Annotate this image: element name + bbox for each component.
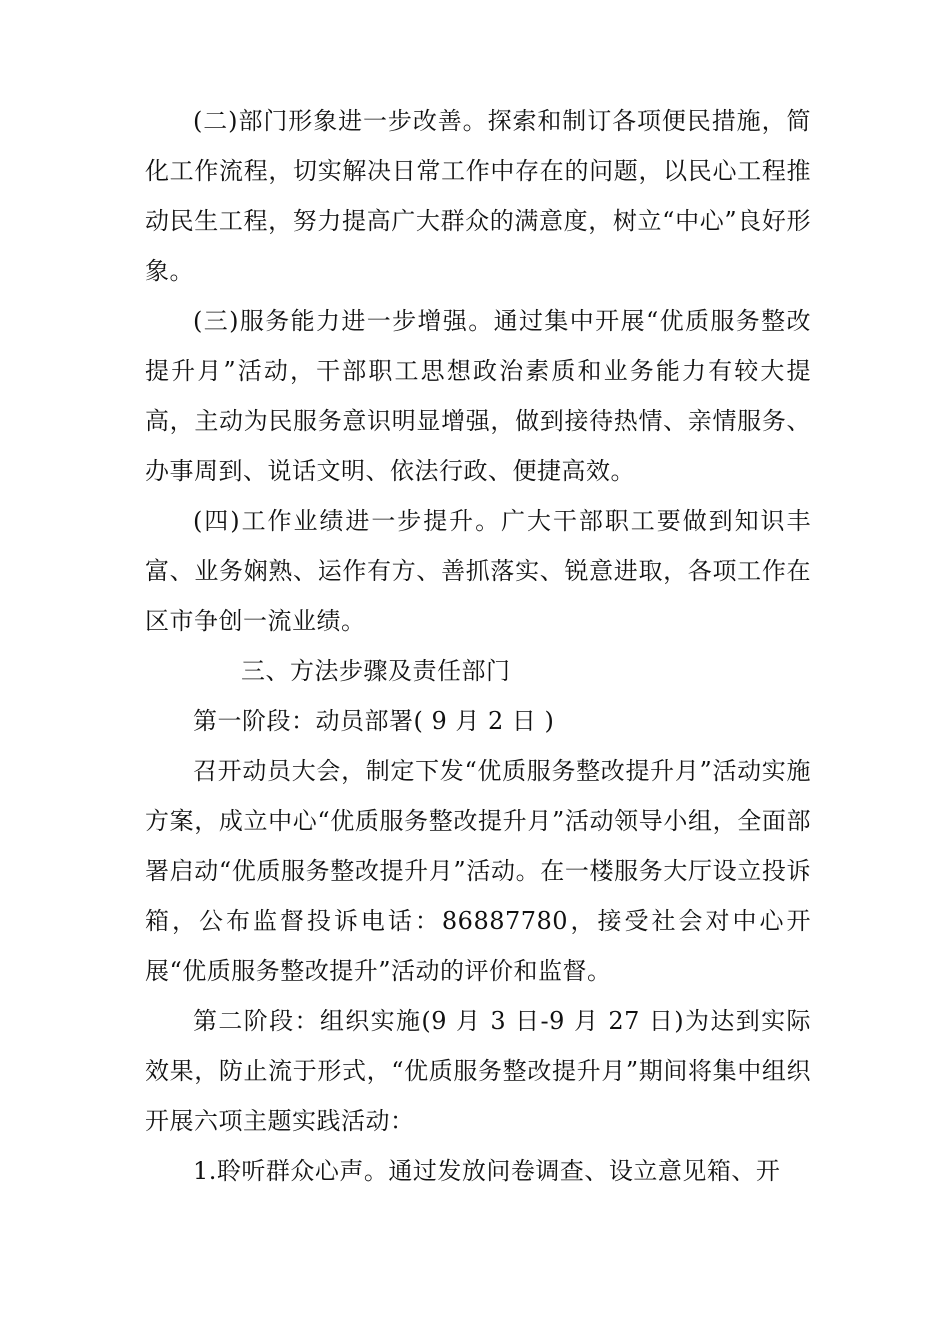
list-item-1: 1.聆听群众心声。通过发放问卷调查、设立意见箱、开 (193, 1157, 781, 1185)
paragraph-work-performance: (四)工作业绩进一步提升。广大干部职工要做到知识丰富、业务娴熟、运作有方、善抓落实、锐意进取，各项工作在区市争创一流业绩。 (145, 507, 811, 635)
stage-one-body: 召开动员大会，制定下发“优质服务整改提升月”活动实施方案，成立中心“优质服务整改提升月”活动领导小组，全面部署启动“优质服务整改提升月”活动。在一楼服务大厅设立投诉箱，公布监督投诉电话：86887780，接受社会对中心开展“优质服务整改提升”活动的评价和监督。 (145, 757, 811, 985)
paragraph-service-capability: (三)服务能力进一步增强。通过集中开展“优质服务整改提升月”活动，干部职工思想政治素质和业务能力有较大提高，主动为民服务意识明显增强，做到接待热情、亲情服务、办事周到、说话文明、依法行政、便捷高效。 (145, 307, 811, 485)
stage-one-title: 第一阶段：动员部署( 9 月 2 日 ) (193, 707, 555, 735)
paragraph-department-image: (二)部门形象进一步改善。探索和制订各项便民措施，简化工作流程，切实解决日常工作中存在的问题，以民心工程推动民生工程，努力提高广大群众的满意度，树立“中心”良好形象。 (145, 107, 811, 285)
section-heading: 三、方法步骤及责任部门 (241, 657, 511, 685)
document-page (145, 96, 811, 1196)
stage-two-body: 第二阶段：组织实施(9 月 3 日-9 月 27 日)为达到实际效果，防止流于形式，“优质服务整改提升月”期间将集中组织开展六项主题实践活动： (145, 1007, 811, 1135)
